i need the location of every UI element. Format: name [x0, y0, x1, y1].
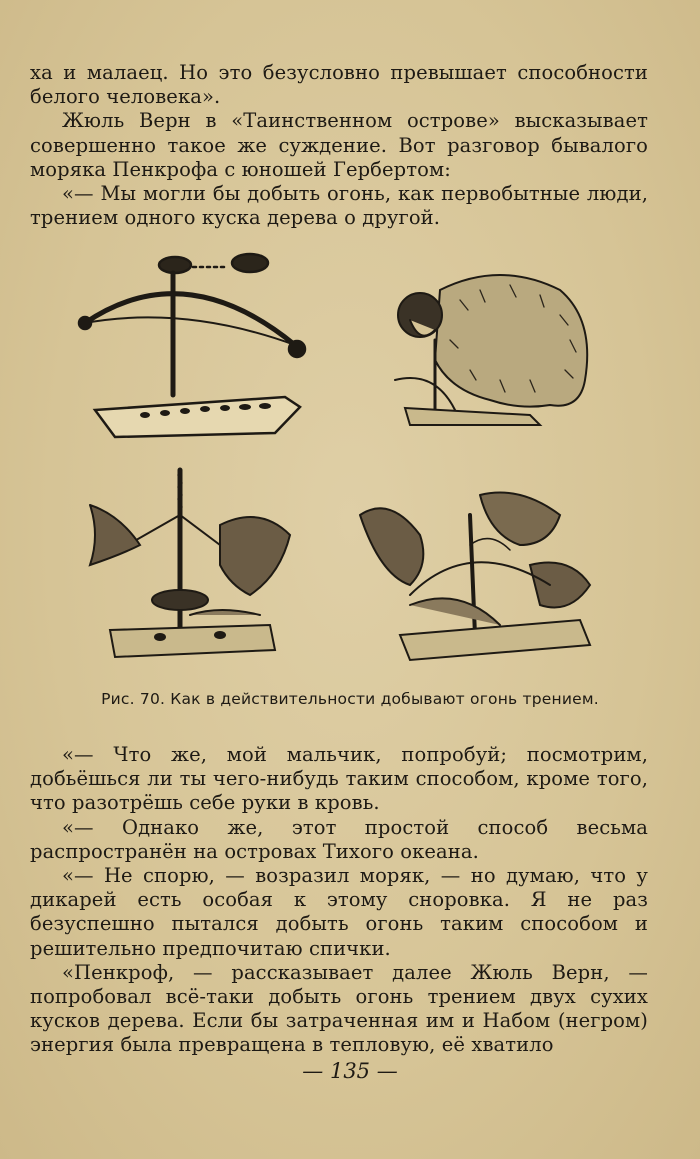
bow-drill-illustration [75, 245, 315, 445]
figure-70 [60, 245, 640, 675]
paragraph: Жюль Верн в «Таинственном острове» высказывает совершенно такое же суждение. Вот разговор бывалого моряка Пенкрофа с юношей Гербертом: [30, 109, 648, 181]
man-bow-drill-illustration [380, 260, 600, 440]
paragraph: ха и малаец. Но это безусловно превышает способности белого человека». [30, 61, 648, 109]
text-bottom [30, 743, 648, 1058]
paragraph: «— Мы могли бы добыть огонь, как первобытные люди, трением одного куска дерева о другой. [30, 182, 648, 230]
page-number: — 135 — [302, 1059, 398, 1083]
text-top [30, 61, 648, 230]
hands-drill-illustration [350, 475, 600, 675]
paragraph: «— Не спорю, — возразил моряк, — но думаю, что у дикарей есть особая к этому сноровка. Я не раз безуспешно пытался добыть огонь таким способом и решительно предпочитаю спички. [30, 864, 648, 960]
paragraph: «Пенкроф, — рассказывает далее Жюль Верн, — попробовал всё-таки добыть огонь трением двух сухих кусков дерева. Если бы затраченная им и Набом (негром) энергия была превращена в тепловую, её хватило [30, 960, 648, 1057]
pump-drill-illustration [70, 465, 310, 665]
figure-caption: Рис. 70. Как в действительности добывают огонь трением. [101, 690, 599, 708]
paragraph: «— Что же, мой мальчик, попробуй; посмотрим, добьёшься ли ты чего-нибудь таким способом, кроме того, что разотрёшь себе руки в кровь. [30, 743, 648, 815]
paragraph: «— Однако же, этот простой способ весьма распространён на островах Тихого океана. [30, 815, 648, 863]
